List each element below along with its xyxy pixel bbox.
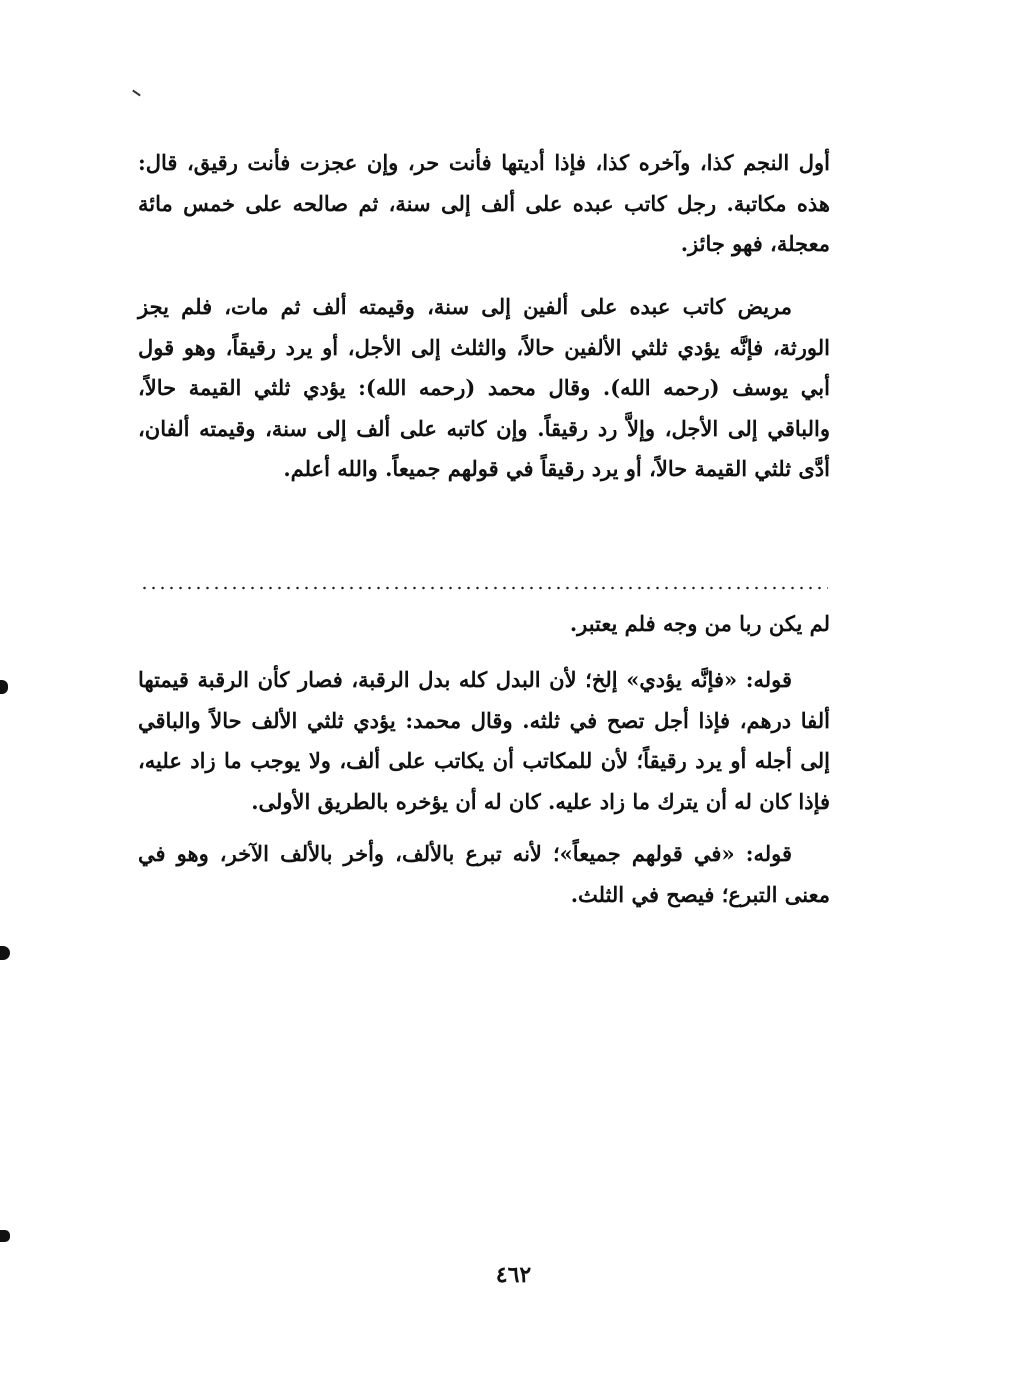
main-text-block-2	[138, 287, 830, 490]
footnote-paragraph-3: قوله: «في قولهم جميعاً»؛ لأنه تبرع بالألف، وأخر بالألف الآخر، وهو في معنى التبرع؛ فيصح في الثلث.	[138, 841, 830, 907]
main-paragraph-1: أول النجم كذا، وآخره كذا، فإذا أديتها فأنت حر، وإن عجزت فأنت رقيق، قال: هذه مكاتبة. رجل كاتب عبده على ألف إلى سنة، ثم صالحه على خمس مائة معجلة، فهو جائز.	[138, 150, 830, 256]
scan-mark	[0, 1230, 10, 1242]
footnote-block-3	[138, 834, 830, 915]
main-text-block-1	[138, 143, 830, 265]
scan-mark	[0, 946, 10, 960]
footnote-paragraph-1: لم يكن ربا من وجه فلم يعتبر.	[569, 611, 830, 636]
footnote-block-2	[138, 660, 830, 822]
footnote-paragraph-2: قوله: «فإنَّه يؤدي» إلخ؛ لأن البدل كله بدل الرقبة، فصار كأن الرقبة قيمتها ألفا درهم، فإذا أجل تصح في ثلثه. وقال محمد: يؤدي ثلثي الألف حالاً والباقي إلى أجله أو يرد رقيقاً؛ لأن للمكاتب أن يكاتب على ألف، ولا يوجب ما زاد عليه، فإذا كان له أن يترك ما زاد عليه. كان له أن يؤخره بالطريق الأولى.	[138, 667, 830, 814]
footnote-block-1	[138, 604, 830, 645]
scan-mark	[132, 90, 141, 97]
footnote-separator	[140, 586, 828, 590]
scan-mark	[0, 680, 8, 694]
page-number: ٤٦٢	[495, 1262, 532, 1288]
main-paragraph-2: مريض كاتب عبده على ألفين إلى سنة، وقيمته ألف ثم مات، فلم يجز الورثة، فإنَّه يؤدي ثلثي الألفين حالاً، والثلث إلى الأجل، أو يرد رقيقاً، وهو قول أبي يوسف (رحمه الله). وقال محمد (رحمه الله): يؤدي ثلثي القيمة حالاً، والباقي إلى الأجل، وإلاَّ رد رقيقاً. وإن كاتبه على ألف إلى سنة، وقيمته ألفان، أدَّى ثلثي القيمة حالاً، أو يرد رقيقاً في قولهم جميعاً. والله أعلم.	[138, 294, 830, 481]
